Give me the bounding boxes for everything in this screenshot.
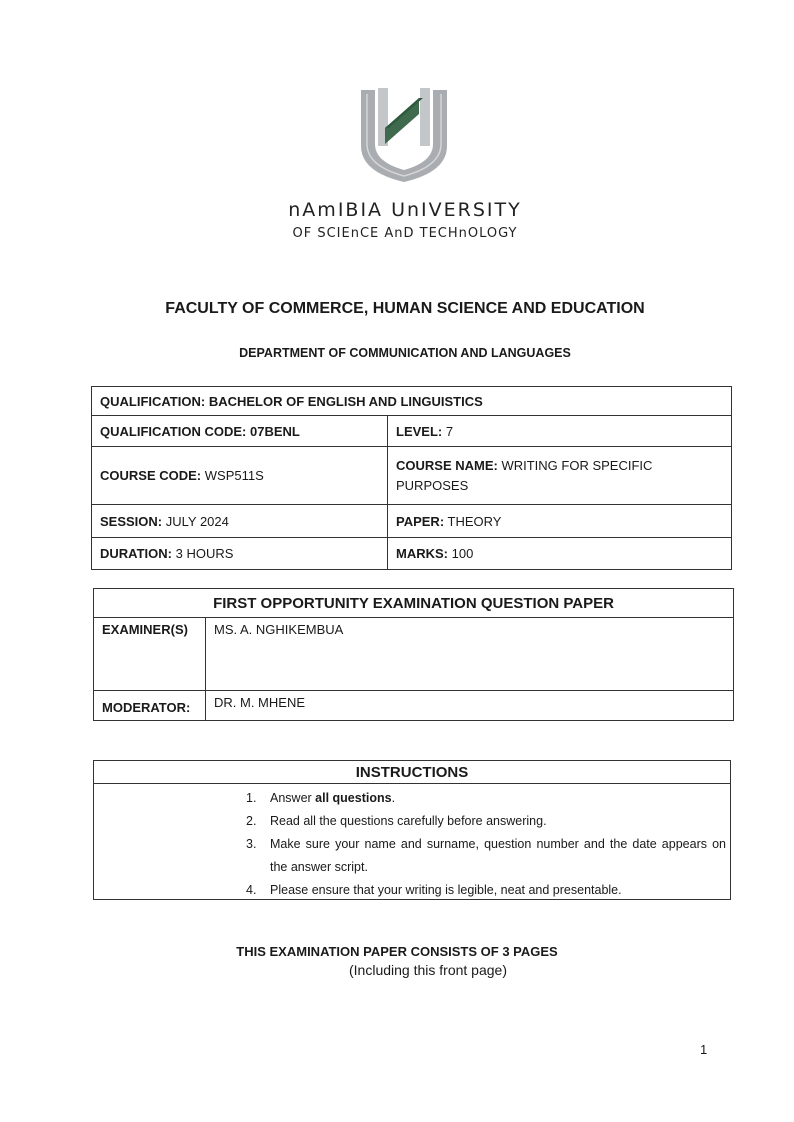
duration-label: DURATION: [100,546,172,561]
course-name-label: COURSE NAME: [396,457,498,473]
course-name-value: WRITING FOR SPECIFIC PURPOSES [396,457,653,493]
instructions-title: INSTRUCTIONS [94,761,730,784]
item-bold-text: all questions [315,791,392,805]
faculty-title: FACULTY OF COMMERCE, HUMAN SCIENCE AND EDUCATION [165,300,645,317]
session-cell [92,505,388,538]
level-value: 7 [445,423,454,439]
qualification-details-table [91,386,732,570]
table-row [94,589,734,618]
exam-title: FIRST OPPORTUNITY EXAMINATION QUESTION PAPER [94,589,734,618]
qualification-label: QUALIFICATION: [100,393,206,409]
table-row [92,447,732,505]
item-number: 4. [246,883,257,897]
session-value: JULY 2024 [165,513,229,529]
qualification-code-cell [92,416,388,447]
item-number: 2. [246,814,257,828]
item-text: Please ensure that your writing is legible, neat and presentable. [270,883,622,897]
table-row [92,416,732,447]
course-code-label: COURSE CODE: [100,468,202,483]
qualification-cell [92,387,732,416]
level-cell [388,416,732,447]
paper-cell [388,505,732,538]
list-item [246,787,726,810]
course-name-cell [388,447,732,505]
qualification-value: BACHELOR OF ENGLISH AND LINGUISTICS [208,393,483,409]
table-row [94,618,734,691]
university-name: nAmIBIA UnIVERSITY [288,199,522,221]
moderator-value: DR. M. MHENE [206,691,734,721]
qualification-code-label: QUALIFICATION CODE: [100,423,247,439]
pages-note: THIS EXAMINATION PAPER CONSISTS OF 3 PAGES [236,944,558,959]
marks-label: MARKS: [396,546,448,561]
moderator-label: MODERATOR: [94,691,206,721]
examiner-value: MS. A. NGHIKEMBUA [206,618,734,691]
item-text: Make sure your name and surname, question number and the date appears on the answer script. [270,837,726,874]
course-code-cell [92,447,388,505]
qualification-code-value: 07BENL [249,423,300,439]
university-subtitle: OF SCIEnCE AnD TECHnOLOGY [292,226,518,241]
duration-value: 3 HOURS [175,546,234,561]
examiner-label: EXAMINER(S) [94,618,206,691]
examiner-table [93,588,734,721]
department-title: DEPARTMENT OF COMMUNICATION AND LANGUAGES [239,346,571,360]
table-row [94,691,734,721]
marks-cell [388,538,732,570]
marks-value: 100 [451,546,474,561]
item-text: . [391,791,396,805]
table-row [92,538,732,570]
university-logo [359,84,449,184]
item-text: Read all the questions carefully before answering. [270,814,547,828]
item-number: 3. [246,837,257,851]
pages-subnote: (Including this front page) [349,962,507,978]
table-row [92,505,732,538]
instructions-box [93,760,731,900]
shield-logo-icon [359,84,449,184]
item-text: Answer [270,791,316,805]
course-code-value: WSP511S [204,468,264,483]
list-item [246,810,726,833]
paper-label: PAPER: [396,513,445,529]
page-number: 1 [700,1042,708,1057]
table-row [92,387,732,416]
duration-cell [92,538,388,570]
session-label: SESSION: [100,513,163,529]
list-item [246,879,726,902]
list-item [246,833,726,879]
instructions-list [246,787,726,902]
level-label: LEVEL: [396,423,443,439]
item-number: 1. [246,791,257,805]
paper-value: THEORY [447,513,502,529]
